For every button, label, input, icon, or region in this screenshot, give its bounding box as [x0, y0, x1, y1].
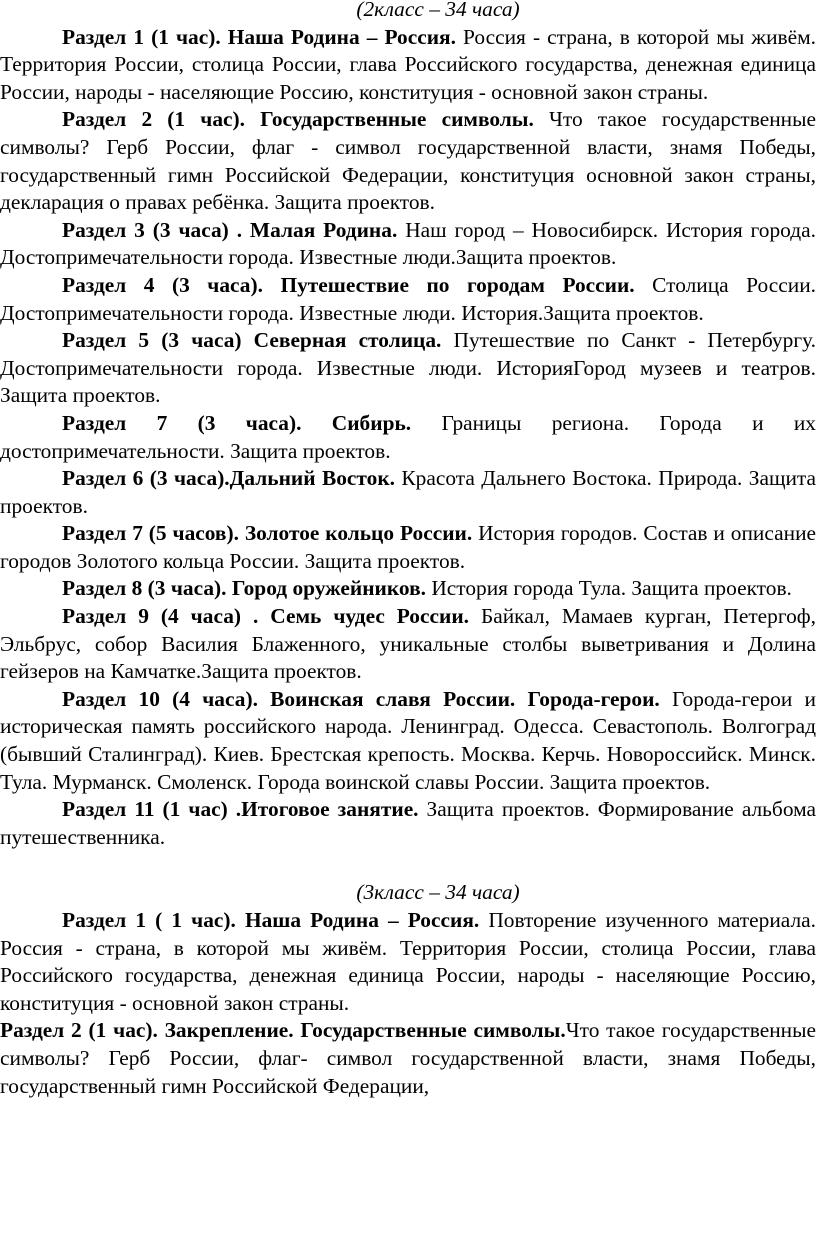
section-text: Столица России. Достопримечательности города. Известные люди. История.Защита проектов.	[0, 272, 816, 325]
section-title: Раздел 1 ( 1 час). Наша Родина – Россия.	[62, 908, 480, 932]
section-paragraph	[0, 796, 816, 851]
grade3-heading: (3класс – 34 часа)	[356, 880, 520, 905]
section-title: Раздел 1 (1 час). Наша Родина – Россия.	[62, 24, 456, 49]
section-text: Красота Дальнего Востока. Природа. Защита проектов.	[0, 466, 816, 518]
section-title: Раздел 8 (3 часа). Город оружейников.	[62, 576, 426, 601]
section-paragraph	[0, 217, 816, 272]
section-text: История города Тула. Защита проектов.	[425, 576, 792, 601]
section-title: Раздел 2 (1 час). Закрепление. Государственные символы.	[0, 1018, 566, 1043]
section-title: Раздел 9 (4 часа) . Семь чудес России.	[62, 604, 469, 629]
section-text: Защита проектов. Формирование альбома путешественника.	[0, 797, 816, 849]
section-text: История городов. Состав и описание городов Золотого кольца России. Защита проектов.	[0, 521, 816, 573]
section-paragraph	[0, 272, 816, 327]
section-text: Что такое государственные символы? Герб России, флаг - символ государственной власти, знамя Победы, государственный гимн Российской Федерации, конституция основной закон страны, декларация о правах ребёнка. Защита проектов.	[0, 107, 816, 215]
section-text: Повторение изученного материала. Россия - страна, в которой мы живём. Территория России, столица России, глава Российского государства, денежная единица России, народы - населяющие Россию, конституция - основной закон страны.	[0, 908, 816, 1015]
section-title: Раздел 4 (3 часа). Путешествие по городам России.	[62, 272, 635, 297]
section-paragraph	[0, 327, 816, 410]
section-paragraph	[0, 520, 816, 575]
section-title: Раздел 5 (3 часа) Северная столица.	[62, 328, 442, 353]
section-text: Путешествие по Санкт - Петербургу. Достопримечательности города. Известные люди. ИсторияГород музеев и театров. Защита проектов.	[0, 328, 816, 408]
section-title: Раздел 11 (1 час) .Итоговое занятие.	[62, 797, 419, 822]
section-title: Раздел 7 (3 часа). Сибирь.	[62, 410, 412, 435]
section-title: Раздел 6 (3 часа).Дальний Восток.	[62, 466, 395, 491]
section-paragraph	[0, 575, 816, 603]
section-title: Раздел 10 (4 часа). Воинская славя России. Города-герои.	[62, 686, 660, 711]
section-title: Раздел 2 (1 час). Государственные символы.	[62, 107, 534, 132]
section-text: Города-герои и историческая память российского народа. Ленинград. Одесса. Севастополь. Волгоград (бывший Сталинград). Киев. Брестская крепость. Москва. Керчь. Новороссийск. Минск. Тула. Мурманск. Смоленск. Города воинской славы России. Защита проектов.	[0, 686, 816, 794]
section-paragraph	[0, 1017, 816, 1100]
section-paragraph	[0, 106, 816, 216]
section-paragraph	[0, 410, 816, 465]
section-paragraph	[0, 465, 816, 520]
grade2-heading: (2класс – 34 часа)	[356, 0, 520, 21]
section-paragraph	[0, 603, 816, 686]
section-text: Байкал, Мамаев курган, Петергоф, Эльбрус, собор Василия Блаженного, уникальные столбы выветривания и Долина гейзеров на Камчатке.Защита проектов.	[0, 604, 816, 684]
section-text: Что такое государственные символы? Герб России, флаг- символ государственной власти, знамя Победы, государственный гимн Российской Федерации,	[0, 1018, 816, 1098]
section-text: Границы региона. Города и их достопримечательности. Защита проектов.	[0, 410, 816, 463]
section-text: Россия - страна, в которой мы живём. Территория России, столица России, глава Российского государства, денежная единица России, народы - населяющие Россию, конституция - основной закон страны.	[0, 24, 816, 104]
section-paragraph	[0, 907, 816, 1017]
section-paragraph	[0, 686, 816, 796]
section-title: Раздел 3 (3 часа) . Малая Родина.	[62, 217, 398, 242]
section-text: Наш город – Новосибирск. История города. Достопримечательности города. Известные люди.Защита проектов.	[0, 217, 816, 270]
section-title: Раздел 7 (5 часов). Золотое кольцо России.	[62, 521, 473, 546]
section-paragraph	[0, 24, 816, 107]
